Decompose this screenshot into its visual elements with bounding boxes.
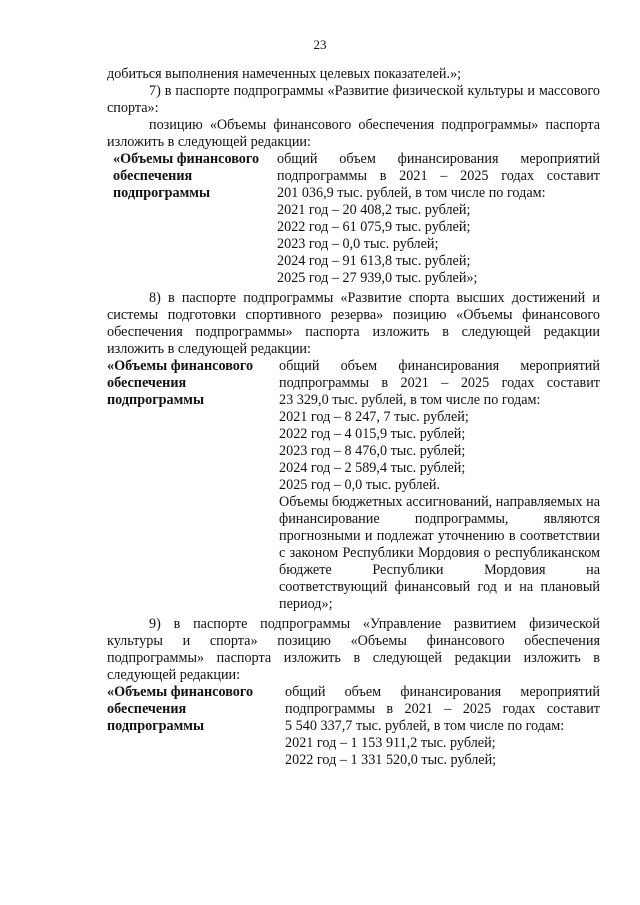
- item9-label: [107, 684, 285, 769]
- value-line: общий объем финансирования мероприятий: [279, 358, 600, 374]
- value-line: подпрограммы в 2021 – 2025 годах составит: [285, 701, 600, 717]
- label-line: «Объемы финансового: [113, 151, 260, 167]
- label-line: «Объемы финансового: [107, 358, 254, 374]
- label-line: подпрограммы: [107, 392, 205, 408]
- page-number: 23: [313, 37, 327, 52]
- item9-values: [285, 684, 600, 769]
- value-line: 2021 год – 8 247, 7 тыс. рублей;: [279, 409, 469, 425]
- value-line: общий объем финансирования мероприятий: [277, 151, 600, 167]
- label-line: обеспечения: [113, 168, 193, 184]
- paragraph-top: добиться выполнения намеченных целевых показателей.»;: [107, 66, 462, 82]
- item7-label: [107, 151, 273, 287]
- value-line: 2024 год – 2 589,4 тыс. рублей;: [279, 460, 466, 476]
- value-line: 2021 год – 1 153 911,2 тыс. рублей;: [285, 735, 496, 751]
- label-line: «Объемы финансового: [107, 684, 254, 700]
- value-line: подпрограммы в 2021 – 2025 годах составит: [279, 375, 600, 391]
- value-line: 2024 год – 91 613,8 тыс. рублей;: [277, 253, 471, 269]
- value-line: 5 540 337,7 тыс. рублей, в том числе по годам:: [285, 718, 565, 734]
- item8-values: [279, 358, 600, 613]
- value-line: 23 329,0 тыс. рублей, в том числе по годам:: [279, 392, 541, 408]
- label-line: обеспечения: [107, 375, 187, 391]
- value-line: общий объем финансирования мероприятий: [285, 684, 600, 700]
- label-line: подпрограммы: [107, 718, 205, 734]
- document-body: [107, 66, 600, 769]
- item8-intro: 8) в паспорте подпрограммы «Развитие спорта высших достижений и системы подготовки спортивного резерва» позицию «Объемы финансового обеспечения подпрограммы» паспорта изложить в следующей редакции изложить в следующей редакции:: [107, 290, 600, 357]
- value-line: 2023 год – 0,0 тыс. рублей;: [277, 236, 439, 252]
- value-line: 2021 год – 20 408,2 тыс. рублей;: [277, 202, 471, 218]
- value-line: 2025 год – 27 939,0 тыс. рублей»;: [277, 270, 478, 286]
- value-line: 2025 год – 0,0 тыс. рублей.: [279, 477, 441, 493]
- value-line: подпрограммы в 2021 – 2025 годах составит: [277, 168, 600, 184]
- label-line: подпрограммы: [113, 185, 211, 201]
- item8-finance-block: [107, 358, 600, 613]
- item9-intro: 9) в паспорте подпрограммы «Управление развитием физической культуры и спорта» позицию «Объемы финансового обеспечения подпрограммы» паспорта изложить в следующей редакции изложить в следующей редакции:: [107, 616, 600, 683]
- value-line: 2022 год – 4 015,9 тыс. рублей;: [279, 426, 466, 442]
- value-line: 2023 год – 8 476,0 тыс. рублей;: [279, 443, 466, 459]
- value-line: 2022 год – 1 331 520,0 тыс. рублей;: [285, 752, 497, 768]
- label-line: обеспечения: [107, 701, 187, 717]
- value-line: 2022 год – 61 075,9 тыс. рублей;: [277, 219, 471, 235]
- item8-label: [107, 358, 279, 613]
- item9-finance-block: [107, 684, 600, 769]
- item7-finance-block: [107, 151, 600, 287]
- item7-values: [273, 151, 600, 287]
- item8-note: Объемы бюджетных ассигнований, направляемых на финансирование подпрограммы, являются прогнозными и подлежат уточнению в соответствии с законом Республики Мордовия о республиканском бюджете Республики Мордовия на соответствующий финансовый год и на плановый период»;: [279, 494, 600, 612]
- item7-intro: 7) в паспорте подпрограммы «Развитие физической культуры и массового спорта»:: [107, 83, 600, 116]
- item7-position: позицию «Объемы финансового обеспечения подпрограммы» паспорта изложить в следующей редакции:: [107, 117, 600, 150]
- value-line: 201 036,9 тыс. рублей, в том числе по годам:: [277, 185, 546, 201]
